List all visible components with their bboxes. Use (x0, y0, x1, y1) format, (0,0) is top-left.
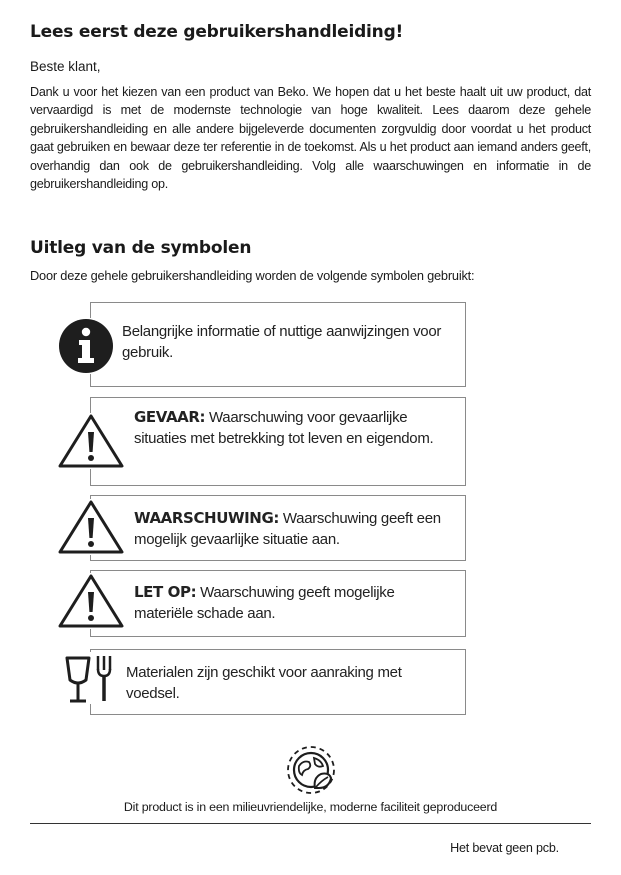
caution-label: LET OP: (134, 583, 197, 601)
page-title: Lees eerst deze gebruikershandleiding! (30, 22, 404, 42)
warning-triangle-icon (57, 499, 125, 555)
info-symbol-box (90, 302, 466, 387)
food-safe-icon (64, 652, 122, 704)
footer-note: Het bevat geen pcb. (450, 841, 559, 855)
caution-symbol-box (90, 570, 466, 637)
symbols-heading: Uitleg van de symbolen (30, 238, 252, 258)
danger-label: GEVAAR: (134, 408, 206, 426)
intro-paragraph: Dank u voor het kiezen van een product van Beko. We hopen dat u het beste haalt uit uw product, dat vervaardigd is met de modernste technologie van hoge kwaliteit. Lees daarom deze gehele gebruikershandleiding en alle andere bijgeleverde documenten zorgvuldig door voordat u het product gaat gebruiken en bewaar deze ter referentie in de toekomst. Als u het product aan iemand anders geeft, overhandig dan ook de gebruikershandleiding. Volg alle waarschuwingen en informatie in de gebruikershandleiding op. (30, 85, 591, 192)
danger-symbol-text (134, 407, 454, 449)
symbols-intro: Door deze gehele gebruikershandleiding worden de volgende symbolen gebruikt: (30, 268, 475, 283)
warning-label: WAARSCHUWING: (134, 509, 279, 527)
danger-symbol-box (90, 397, 466, 486)
food-symbol-text: Materialen zijn geschikt voor aanraking met voedsel. (126, 664, 402, 702)
info-symbol-text: Belangrijke informatie of nuttige aanwijzingen voor gebruik. (122, 323, 442, 361)
warning-description: Waarschuwing geeft een mogelijk gevaarlijke situatie aan. (134, 510, 441, 548)
info-icon (58, 318, 114, 374)
eco-production-text: Dit product is in een milieuvriendelijke, moderne faciliteit geproduceerd (123, 800, 498, 814)
warning-symbol-text (134, 508, 459, 550)
eco-globe-leaf-icon (285, 744, 337, 801)
greeting: Beste klant, (30, 59, 101, 74)
warning-triangle-icon (57, 413, 125, 469)
caution-symbol-text (134, 582, 454, 624)
caution-description: Waarschuwing geeft mogelijke materiële schade aan. (134, 584, 395, 622)
danger-description: Waarschuwing voor gevaarlijke situaties met betrekking tot leven en eigendom. (134, 409, 434, 447)
warning-triangle-icon (57, 573, 125, 629)
food-symbol-box (90, 649, 466, 715)
footer-divider (30, 823, 591, 824)
warning-symbol-box (90, 495, 466, 561)
